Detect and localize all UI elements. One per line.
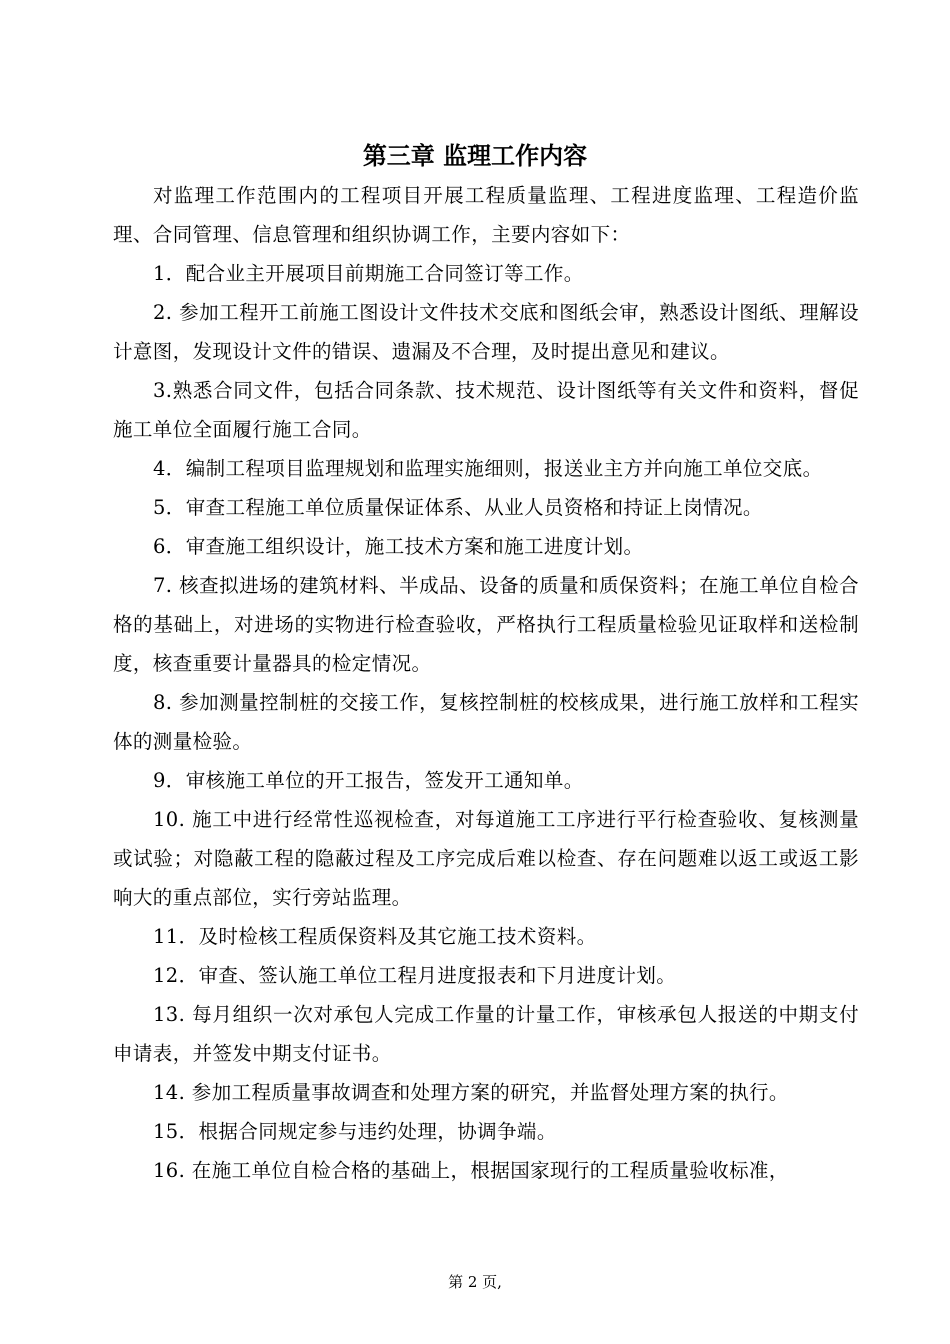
chapter-title: 第三章 监理工作内容 <box>362 141 588 170</box>
list-item-8: 8. 参加测量控制桩的交接工作，复核控制桩的校核成果，进行施工放样和工程实体的测量检验。 <box>113 691 859 753</box>
list-item-4: 4．编制工程项目监理规划和监理实施细则，报送业主方并向施工单位交底。 <box>153 457 823 480</box>
list-item-14: 14. 参加工程质量事故调查和处理方案的研究，并监督处理方案的执行。 <box>153 1081 789 1104</box>
list-item-12: 12．审查、签认施工单位工程月进度报表和下月进度计划。 <box>153 964 677 987</box>
document-body <box>113 176 859 1190</box>
list-item-1: 1．配合业主开展项目前期施工合同签订等工作。 <box>153 262 584 285</box>
list-item-7: 7. 核查拟进场的建筑材料、半成品、设备的质量和质保资料；在施工单位自检合格的基础上，对进场的实物进行检查验收，严格执行工程质量检验见证取样和送检制度，核查重要计量器具的检定情况。 <box>113 574 859 675</box>
list-item-10: 10. 施工中进行经常性巡视检查，对每道施工工序进行平行检查验收、复核测量或试验；对隐蔽工程的隐蔽过程及工序完成后难以检查、存在问题难以返工或返工影响大的重点部位，实行旁站监理。 <box>113 808 859 909</box>
intro-paragraph: 对监理工作范围内的工程项目开展工程质量监理、工程进度监理、工程造价监理、合同管理、信息管理和组织协调工作，主要内容如下： <box>113 184 859 246</box>
list-item-13: 13. 每月组织一次对承包人完成工作量的计量工作，审核承包人报送的中期支付申请表，并签发中期支付证书。 <box>113 1003 859 1065</box>
list-item-6: 6．审查施工组织设计，施工技术方案和施工进度计划。 <box>153 535 644 558</box>
list-item-2: 2. 参加工程开工前施工图设计文件技术交底和图纸会审，熟悉设计图纸、理解设计意图，发现设计文件的错误、遗漏及不合理，及时提出意见和建议。 <box>113 301 859 363</box>
list-item-16: 16. 在施工单位自检合格的基础上，根据国家现行的工程质量验收标准， <box>153 1159 789 1182</box>
list-item-9: 9．审核施工单位的开工报告，签发开工通知单。 <box>153 769 584 792</box>
page-number-footer: 第 2 页, <box>448 1273 502 1291</box>
list-item-3: 3.熟悉合同文件，包括合同条款、技术规范、设计图纸等有关文件和资料，督促施工单位全面履行施工合同。 <box>113 379 859 441</box>
list-item-11: 11．及时检核工程质保资料及其它施工技术资料。 <box>153 925 597 948</box>
list-item-5: 5．审查工程施工单位质量保证体系、从业人员资格和持证上岗情况。 <box>153 496 763 519</box>
list-item-15: 15．根据合同规定参与违约处理，协调争端。 <box>153 1120 557 1143</box>
